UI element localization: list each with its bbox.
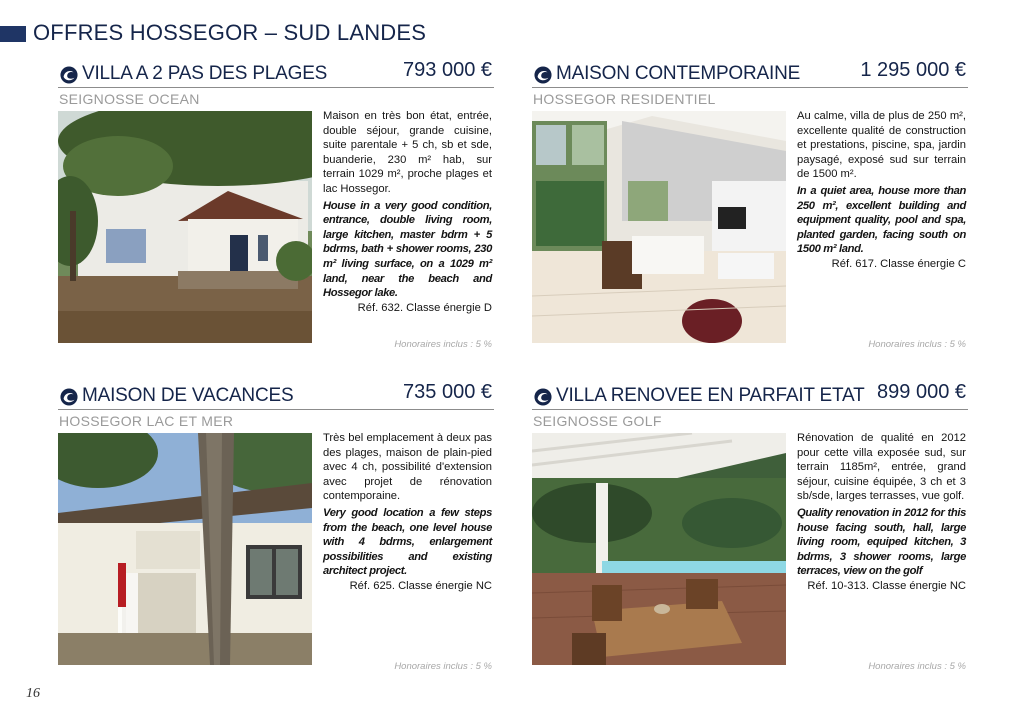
wave-logo-icon — [60, 388, 78, 406]
listing-card[interactable] — [58, 59, 494, 362]
listing-description — [323, 431, 492, 594]
listing-reference: Réf. 625. Classe énergie NC — [349, 579, 492, 592]
listing-location: SEIGNOSSE GOLF — [533, 413, 662, 429]
wave-logo-icon — [60, 66, 78, 84]
listing-reference: Réf. 632. Classe énergie D — [357, 301, 492, 314]
listing-card[interactable] — [532, 381, 968, 684]
villa-garden-photo — [58, 111, 312, 343]
listing-title-row — [58, 59, 494, 88]
page-title: OFFRES HOSSEGOR – SUD LANDES — [33, 20, 427, 45]
wave-logo-icon — [534, 66, 552, 84]
listing-name: MAISON CONTEMPORAINE — [556, 63, 801, 84]
listing-description — [797, 109, 966, 272]
description-en: House in a very good condition, entrance, double living room, large kitchen, master bdrm + 5 bdrms, bath + shower rooms, 230 m² living surface, on a 1029 m² land, near the beach and Hossegor lake. — [323, 199, 492, 300]
description-fr: Très bel emplacement à deux pas des plages, maison de plain-pied avec 4 ch, possibilité d'extension avec projet de rénovation contemporaine. — [323, 432, 492, 503]
listing-title-row — [58, 381, 494, 410]
listing-price: 735 000 € — [403, 381, 492, 403]
fees-note: Honoraires inclus : 5 % — [394, 661, 492, 672]
page-number: 16 — [26, 686, 40, 701]
listing-name: MAISON DE VACANCES — [82, 385, 294, 406]
fees-note: Honoraires inclus : 5 % — [868, 339, 966, 350]
listing-name: VILLA RENOVEE EN PARFAIT ETAT — [556, 385, 865, 406]
listing-description — [323, 109, 492, 315]
description-fr: Maison en très bon état, entrée, double séjour, grande cuisine, suite parentale + 5 ch, sb et sde, buanderie, 230 m² hab, sur terrain 1029 m², proche plages et lac Hossegor. — [323, 110, 492, 195]
listing-name: VILLA A 2 PAS DES PLAGES — [82, 63, 328, 84]
terrace-pool-photo — [532, 433, 786, 665]
description-en: Quality renovation in 2012 for this house facing south, hall, large living room, equiped kitchen, 3 bdrms, 3 shower rooms, large terraces, view on the golf — [797, 506, 966, 578]
listing-location: SEIGNOSSE OCEAN — [59, 91, 200, 107]
listing-card[interactable] — [532, 59, 968, 362]
listing-title-row — [532, 381, 968, 410]
listing-location: HOSSEGOR LAC ET MER — [59, 413, 234, 429]
listing-price: 899 000 € — [877, 381, 966, 403]
listing-card[interactable] — [58, 381, 494, 684]
wave-logo-icon — [534, 388, 552, 406]
description-en: In a quiet area, house more than 250 m², excellent building and equipment quality, pool and spa, planted garden, facing south on 1500 m² land. — [797, 184, 966, 256]
description-fr: Au calme, villa de plus de 250 m², excellente qualité de construction et prestations, piscine, spa, jardin paysagé, exposé sud sur terrain de 1500 m². — [797, 110, 966, 181]
listing-reference: Réf. 617. Classe énergie C — [831, 257, 966, 270]
listing-title-row — [532, 59, 968, 88]
fees-note: Honoraires inclus : 5 % — [868, 661, 966, 672]
living-room-photo — [532, 111, 786, 343]
listing-price: 793 000 € — [403, 59, 492, 81]
listing-location: HOSSEGOR RESIDENTIEL — [533, 91, 716, 107]
fees-note: Honoraires inclus : 5 % — [394, 339, 492, 350]
listing-description — [797, 431, 966, 594]
holiday-house-photo — [58, 433, 312, 665]
description-en: Very good location a few steps from the beach, one level house with 4 bdrms, enlargement possibilities and existing architect project. — [323, 506, 492, 578]
listing-reference: Réf. 10-313. Classe énergie NC — [807, 579, 966, 592]
listing-price: 1 295 000 € — [860, 59, 966, 81]
description-fr: Rénovation de qualité en 2012 pour cette villa exposée sud, sur terrain 1185m², entrée, grand séjour, cuisine équipée, 3 ch et 3 sb/sde, larges terrasses, vue golf. — [797, 432, 966, 503]
header-accent-bar — [0, 26, 26, 42]
